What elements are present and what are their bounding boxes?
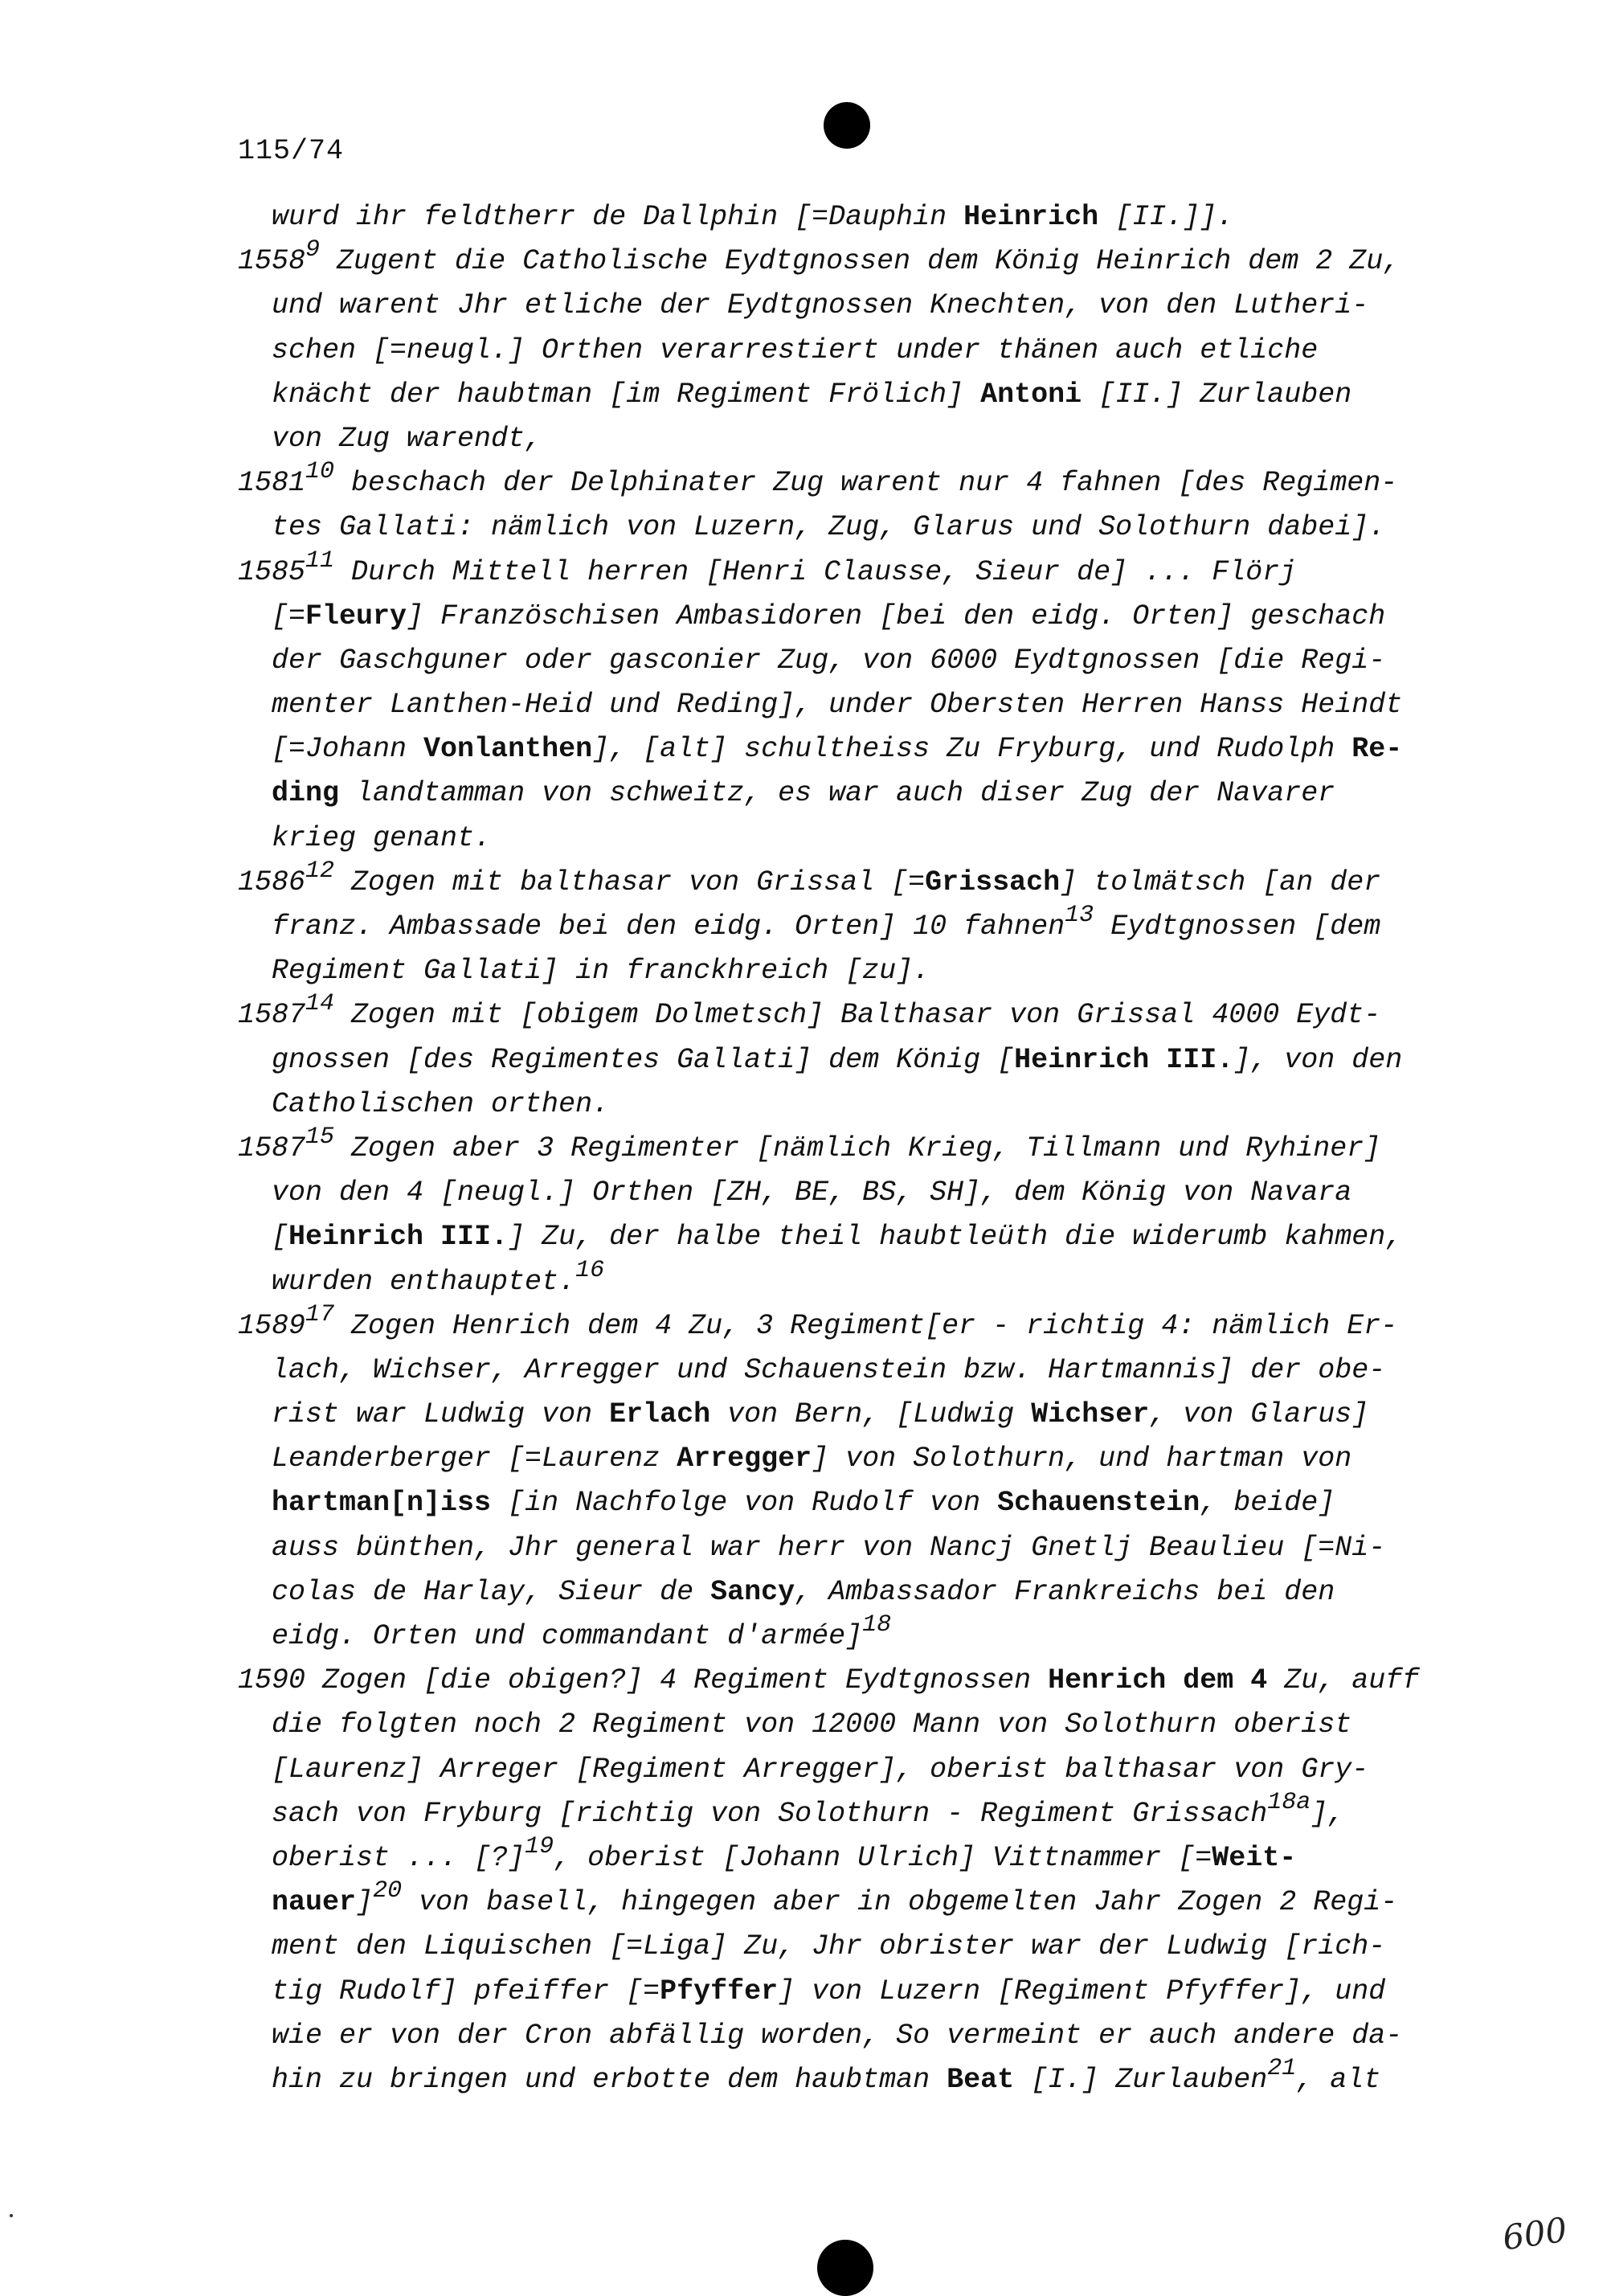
text-segment [238,1886,272,1918]
text-segment: , oberist [Johann Ulrich] Vittnammer [= [554,1841,1212,1874]
text-segment: Zogen aber 3 Regimenter [nämlich Krieg, Tillmann und Ryhiner] [334,1132,1381,1164]
text-segment: 1581 [238,467,306,500]
bold-name: Heinrich [963,201,1099,233]
text-segment: ], [1311,1797,1345,1830]
text-line [238,639,1475,683]
text-segment: lach, Wichser, Arregger und Schauenstein bzw. Hartmannis] der obe- [238,1353,1386,1386]
text-segment: Regiment Gallati] in franckhreich [zu]. [238,955,930,988]
bold-name: Sancy [710,1575,795,1608]
text-line [238,329,1475,373]
text-line [238,1123,1475,1171]
text-segment: beschach der Delphinater Zug warent nur 4 fahnen [des Regimen- [334,467,1398,500]
text-segment: rist war Ludwig von [238,1398,610,1431]
text-segment [238,1487,272,1519]
bold-name: Fleury [305,600,407,632]
text-segment: wurden enthauptet. [238,1265,576,1298]
text-segment: [=Johann [238,733,424,766]
text-segment: 1587 [238,999,306,1032]
bold-name: Schauenstein [997,1487,1200,1520]
text-segment [238,777,272,809]
text-segment: tes Gallati: nämlich von Luzern, Zug, Glarus und Solothurn dabei]. [238,511,1386,544]
text-segment: und warent Jhr etliche der Eydtgnossen Knechten, von den Lutheri- [238,289,1369,322]
text-line [238,990,1475,1037]
text-segment: ] von Luzern [Regiment Pfyffer], und [778,1975,1386,2007]
text-segment: 1589 [238,1309,306,1342]
text-segment: [= [238,600,306,632]
text-segment: 1586 [238,866,306,898]
punch-hole-bottom [817,2240,873,2296]
text-segment: gnossen [des Regimentes Gallati] dem König [ [238,1043,1015,1076]
bold-name: Wichser [1031,1398,1150,1431]
text-segment: eidg. Orten und commandant d'armée] [238,1620,863,1652]
bold-name: Heinrich III. [288,1221,509,1254]
footnote-ref: 17 [305,1300,335,1328]
text-segment: Durch Mittell herren [Henri Clausse, Sieur de] ... Flörj [334,555,1297,588]
text-line [238,1703,1475,1747]
text-segment: , von Glarus] [1149,1398,1369,1431]
punch-hole-top [824,102,870,149]
bold-name: Re- [1351,733,1403,766]
text-line [238,1748,1475,1792]
text-line [238,546,1475,595]
text-segment: Leanderberger [=Laurenz [238,1443,677,1475]
text-segment: 1558 [238,245,306,278]
text-line [238,1038,1475,1083]
text-line [238,1832,1475,1881]
bold-name: Antoni [980,378,1082,411]
text-line [238,1788,1475,1836]
text-line [238,1877,1475,1925]
text-segment: ] tolmätsch [an der [1060,866,1381,898]
text-segment: , beide] [1200,1487,1335,1520]
text-line [238,771,1475,816]
footnote-ref: 10 [305,458,335,486]
text-segment: [ [238,1221,289,1254]
text-line [238,1570,1475,1615]
footnote-ref: 21 [1267,2054,1297,2082]
text-segment: oberist ... [?] [238,1841,525,1874]
bold-name: Erlach [609,1398,711,1431]
bold-name: Pfyffer [660,1975,779,2007]
text-segment: auss bünthen, Jhr general war herr von Nancj Gnetlj Beaulieu [=Ni- [238,1531,1386,1564]
text-line [238,284,1475,328]
text-line [238,1256,1475,1304]
footnote-ref: 15 [305,1123,335,1151]
text-segment: ] von Solothurn, und hartman von [812,1443,1352,1475]
text-segment: ment den Liquischen [=Liga] Zu, Jhr obrister war der Ludwig [rich- [238,1930,1386,1963]
text-line [238,1925,1475,1969]
text-segment: Zogen mit [obigem Dolmetsch] Balthasar von Grissal 4000 Eydt- [334,999,1381,1032]
text-line [238,505,1475,550]
text-line [238,458,1475,505]
handwritten-page-number: 600 [1499,2209,1570,2258]
text-segment: [Laurenz] Arreger [Regiment Arregger], oberist balthasar von Gry- [238,1753,1369,1786]
text-segment: ], [alt] schultheiss Zu Fryburg, und Rudolph [592,733,1352,766]
text-line [238,1481,1475,1525]
text-line [238,1970,1475,2014]
text-segment: 1587 [238,1132,306,1164]
text-segment: sach von Fryburg [richtig von Solothurn - Regiment Grissach [238,1797,1268,1830]
text-line [238,683,1475,727]
text-segment: Zogen Henrich dem 4 Zu, 3 Regiment[er - richtig 4: nämlich Er- [334,1309,1398,1342]
footnote-ref: 12 [305,857,335,885]
text-segment: landtamman von schweitz, es war auch diser Zug der Navarer [339,777,1335,810]
text-segment: von basell, hingegen aber in obgemelten Jahr Zogen 2 Regi- [402,1886,1398,1919]
text-segment: ] Französchisen Ambasidoren [bei den eidg. Orten] geschach [407,600,1386,632]
scan-speck [10,2214,13,2217]
text-segment: wie er von der Cron abfällig worden, So vermeint er auch andere da- [238,2019,1403,2052]
text-line [238,2014,1475,2058]
text-segment: von Bern, [Ludwig [710,1398,1032,1431]
bold-name: ding [272,777,340,810]
bold-name: Weit- [1212,1841,1297,1874]
text-segment: , alt [1296,2063,1381,2096]
text-segment: die folgten noch 2 Regiment von 12000 Mann von Solothurn oberist [238,1709,1352,1741]
bold-name: Henrich dem 4 [1048,1664,1268,1697]
footnote-ref: 19 [525,1832,554,1860]
text-segment: Zogen mit balthasar von Grissal [= [334,866,926,898]
text-segment: wurd ihr feldtherr de Dallphin [=Dauphin [238,201,964,233]
text-line [238,1171,1475,1215]
text-segment: Zu, auff [1267,1664,1420,1697]
footnote-ref: 13 [1065,902,1094,929]
footnote-ref: 18 [862,1611,892,1639]
text-segment: ] [356,1886,374,1919]
footnote-ref: 14 [305,990,335,1018]
bold-name: Heinrich III. [1014,1043,1234,1076]
footnote-ref: 9 [305,236,321,264]
text-segment: [in Nachfolge von Rudolf von [491,1487,998,1520]
text-segment: ], von den [1233,1043,1403,1076]
text-line [238,816,1475,861]
text-line [238,195,1475,239]
text-line [238,417,1475,461]
footnote-ref: 20 [373,1877,403,1905]
text-segment: knächt der haubtman [im Regiment Frölich] [238,378,981,411]
text-line [238,1437,1475,1481]
text-segment: franz. Ambassade bei den eidg. Orten] 10 fahnen [238,911,1065,943]
text-segment: hin zu bringen und erbotte dem haubtman [238,2063,947,2096]
text-segment: der Gaschguner oder gasconier Zug, von 6000 Eydtgnossen [die Regi- [238,644,1386,677]
text-segment: ] Zu, der halbe theil haubtleüth die widerumb kahmen, [508,1221,1403,1254]
text-segment: colas de Harlay, Sieur de [238,1575,711,1608]
bold-name: Arregger [677,1443,812,1475]
text-segment: tig Rudolf] pfeiffer [= [238,1975,660,2007]
text-segment: , Ambassador Frankreichs bei den [795,1575,1335,1608]
footnote-ref: 16 [575,1256,605,1284]
text-line [238,595,1475,639]
text-segment: 1590 Zogen [die obigen?] 4 Regiment Eydtgnossen [238,1664,1049,1697]
text-line [238,902,1475,949]
page-number: 115/74 [238,135,345,167]
text-line [238,1659,1475,1703]
footnote-ref: 11 [305,546,335,575]
text-line [238,857,1475,905]
text-line [238,236,1475,284]
text-line [238,727,1475,771]
text-line [238,1611,1475,1659]
text-segment: menter Lanthen-Heid und Reding], under Obersten Herren Hanss Heindt [238,689,1403,722]
text-line [238,1526,1475,1570]
text-segment: Zugent die Catholische Eydtgnossen dem König Heinrich dem 2 Zu, [320,245,1401,278]
bold-name: Beat [947,2063,1015,2096]
text-segment: [II.]]. [1098,201,1234,233]
text-segment: Eydtgnossen [dem [1094,911,1381,943]
text-line [238,1215,1475,1259]
text-segment: [I.] Zurlauben [1014,2063,1268,2096]
text-segment: [II.] Zurlauben [1082,378,1352,411]
text-line [238,1300,1475,1349]
text-line [238,2054,1475,2102]
text-line [238,1349,1475,1393]
bold-name: hartman[n]iss [272,1487,492,1520]
text-segment: krieg genant. [238,821,492,854]
text-line [238,949,1475,993]
footnote-ref: 18a [1267,1788,1311,1816]
text-line [238,1393,1475,1437]
text-segment: von den 4 [neugl.] Orthen [ZH, BE, BS, SH], dem König von Navara [238,1177,1352,1209]
document-body [238,195,1475,2102]
text-line [238,373,1475,417]
bold-name: Vonlanthen [423,733,593,766]
text-segment: schen [=neugl.] Orthen verarrestiert under thänen auch etliche [238,334,1319,366]
text-segment: 1585 [238,555,306,588]
text-line [238,1083,1475,1127]
bold-name: Grissach [925,866,1061,898]
bold-name: nauer [272,1886,357,1919]
text-segment: von Zug warendt, [238,422,542,455]
text-segment: Catholischen orthen. [238,1087,610,1120]
